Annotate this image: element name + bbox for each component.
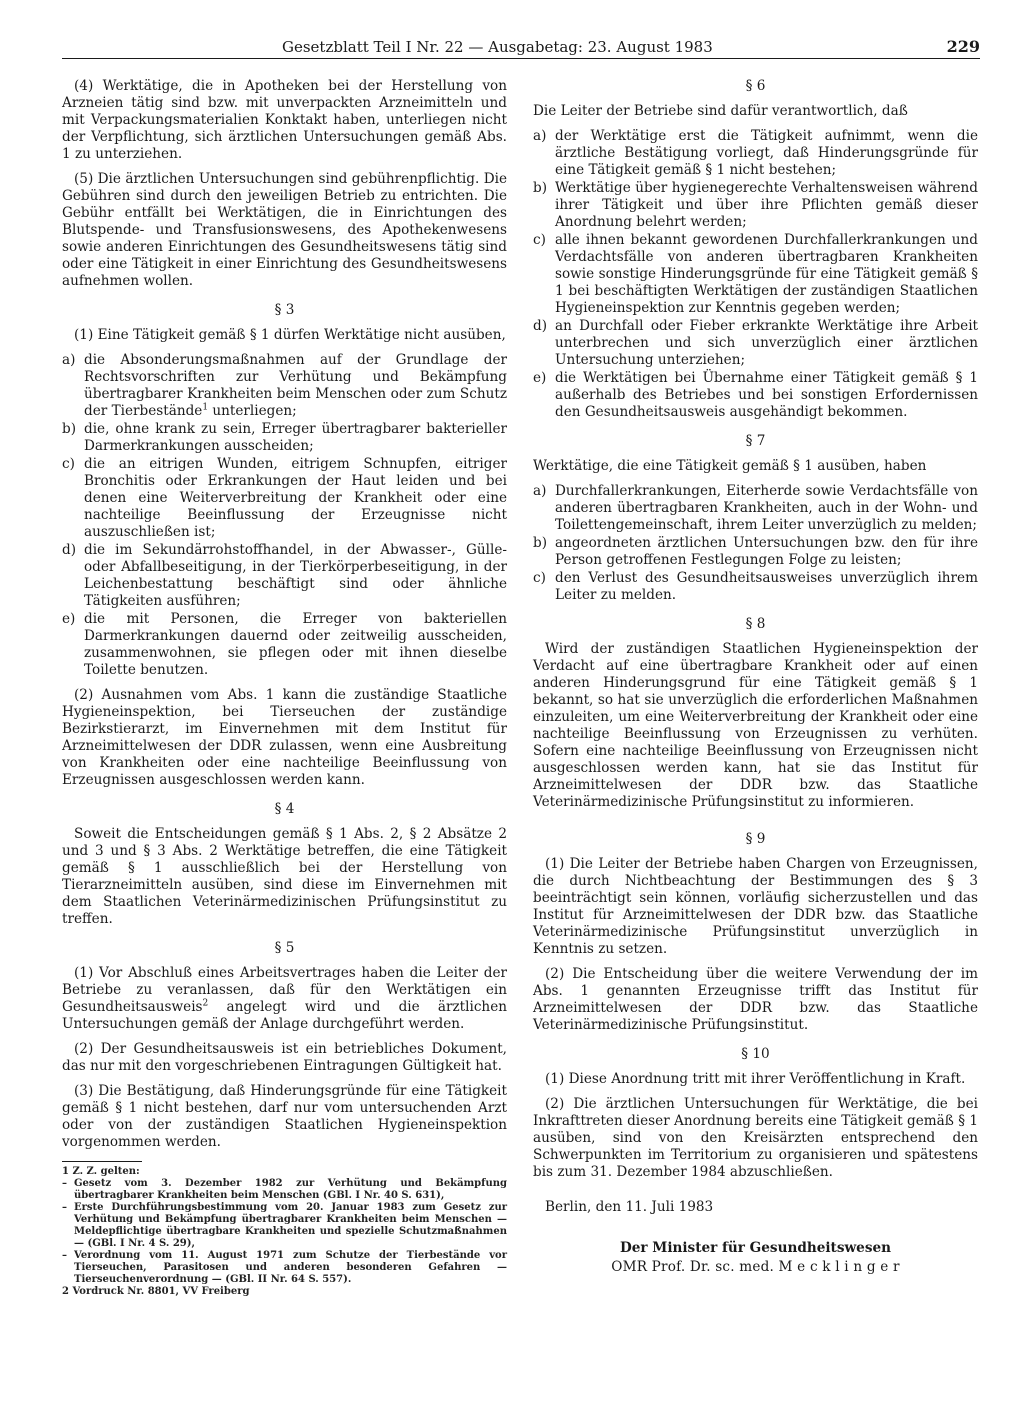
list-text: der Werktätige erst die Tätigkeit aufnimmt, wenn die ärztliche Bestätigung vorliegt, daß Hinderungsgründe für eine Tätigkeit gemäß § 1 nicht bestehen; [555, 128, 978, 178]
list-item [533, 180, 978, 231]
list-item [62, 352, 507, 420]
list-marker: a) [533, 483, 547, 499]
list-marker: a) [533, 128, 547, 144]
section-4-text: Soweit die Entscheidungen gemäß § 1 Abs. 2, § 2 Absätze 2 und 3 und § 3 Abs. 2 Werktätige betreffen, die eine Tätigkeit gemäß § 1 ausschließlich bei der Herstellung von Tierarzneimitteln ausüben, sind diese im Einvernehmen mit dem Staatlichen Veterinärmedizinischen Prüfungsinstitut zu treffen. [62, 826, 507, 927]
section-5-heading: § 5 [274, 940, 295, 956]
section-5-paragraph-2: (2) Der Gesundheitsausweis ist ein betriebliches Dokument, das nur mit den vorgeschriebenen Eintragungen Gültigkeit hat. [62, 1041, 507, 1074]
section-10-heading: § 10 [741, 1046, 770, 1062]
list-item [533, 370, 978, 421]
list-item [533, 483, 978, 534]
section-3-heading: § 3 [274, 302, 295, 318]
footnotes [62, 1166, 507, 1298]
section-7-list [533, 483, 978, 604]
list-text: die mit Personen, die Erreger von bakteriellen Darmerkrankungen dauernd oder zeitweilig ausscheiden, zusammenwohnen, sie pflegen oder mit ihnen dieselbe Toilette benutzen. [84, 611, 507, 678]
section-7-intro: Werktätige, die eine Tätigkeit gemäß § 1 ausüben, haben [533, 458, 927, 474]
list-marker: c) [62, 456, 75, 472]
list-text: die Werktätigen bei Übernahme einer Tätigkeit gemäß § 1 außerhalb des Betriebes und bei sonstigen Erfordernissen den Gesundheitsausweis ausgehändigt bekommen. [555, 370, 978, 420]
section-6-intro: Die Leiter der Betriebe sind dafür verantwortlich, daß [533, 103, 908, 119]
list-text: angeordneten ärztlichen Untersuchungen bzw. den für ihre Person getroffenen Festlegungen Folge zu leisten; [555, 535, 978, 568]
place-and-date: Berlin, den 11. Juli 1983 [545, 1199, 714, 1215]
list-item [533, 570, 978, 604]
footnote-item: – Gesetz vom 3. Dezember 1982 zur Verhütung und Bekämpfung übertragbarer Krankheiten beim Menschen (GBl. I Nr. 40 S. 631), [62, 1178, 507, 1201]
list-text: alle ihnen bekannt gewordenen Durchfallerkrankungen und Verdachtsfälle von anderen übertragbaren Krankheiten sowie sonstige Hinderungsgründe für eine Tätigkeit gemäß § 1 bei beschäftigten Werktätigen der zuständigen Staatlichen Hygieneinspektion zur Kenntnis gegeben werden; [555, 232, 978, 316]
list-text: an Durchfall oder Fieber erkrankte Werktätige ihre Arbeit unterbrechen und sich unverzüglich einer ärztlichen Untersuchung unterziehen; [555, 318, 978, 368]
list-marker: b) [533, 180, 548, 196]
footnote-item: – Erste Durchführungsbestimmung vom 20. Januar 1983 zum Gesetz zur Verhütung und Bekämpfung übertragbarer Krankheiten beim Menschen — Meldepflichtige übertragbare Krankheiten und spezielle Schutzmaßnahmen — (GBl. I Nr. 4 S. 29), [62, 1202, 507, 1249]
list-marker: e) [533, 370, 547, 386]
section-3-paragraph-2: (2) Ausnahmen vom Abs. 1 kann die zuständige Staatliche Hygieneinspektion, bei Tierseuchen der zuständige Bezirkstierarzt, im Einvernehmen mit dem Institut für Arzneimittelwesen der DDR zulassen, wenn eine Ausbreitung von Krankheiten oder eine nachteilige Beeinflussung von Erzeugnissen ausgeschlossen werden kann. [62, 687, 507, 788]
footnote-item-text: Verordnung vom 11. August 1971 zum Schutze der Tierbestände vor Tierseuchen, Parasitosen und anderen besonderen Gefahren — Tierseuchenverordnung — (GBl. II Nr. 64 S. 557). [74, 1250, 507, 1285]
list-text: die an eitrigen Wunden, eitrigem Schnupfen, eitriger Bronchitis oder Erkrankungen der Haut leiden und bei denen eine Weiterverbreitung der Krankheit oder eine nachteilige Beeinflussung der Erzeugnisse nicht auszuschließen ist; [84, 456, 507, 540]
list-text: die Absonderungsmaßnahmen auf der Grundlage der Rechtsvorschriften zur Verhütung und Bekämpfung übertragbarer Krankheiten beim Menschen oder zum Schutz der Tierbestände [84, 352, 507, 419]
signer-name: OMR Prof. Dr. sc. med. M e c k l i n g e r [611, 1259, 900, 1275]
list-text: die, ohne krank zu sein, Erreger übertragbarer bakterieller Darmerkrankungen ausscheiden; [84, 421, 507, 454]
section-8-heading: § 8 [745, 616, 766, 632]
section-10-paragraph-1: (1) Diese Anordnung tritt mit ihrer Veröffentlichung in Kraft. [545, 1071, 966, 1087]
section-5-paragraph-3: (3) Die Bestätigung, daß Hinderungsgründe für eine Tätigkeit gemäß § 1 nicht bestehen, darf nur vom untersuchenden Arzt oder von der zuständigen Staatlichen Hygieneinspektion vorgenommen werden. [62, 1083, 507, 1150]
header-rule [62, 58, 980, 59]
list-item [62, 611, 507, 679]
section-3-intro: (1) Eine Tätigkeit gemäß § 1 dürfen Werktätige nicht ausüben, [74, 327, 506, 343]
section-4-heading: § 4 [274, 801, 295, 817]
list-marker: b) [533, 535, 548, 551]
section-10-paragraph-2: (2) Die ärztlichen Untersuchungen für Werktätige, die bei Inkrafttreten dieser Anordnung bereits eine Tätigkeit gemäß § 1 ausüben, sind von den Kreisärzten entsprechend den Schwerpunkten im Territorium zu organisieren und spätestens bis zum 31. Dezember 1984 abzuschließen. [533, 1096, 978, 1180]
section-5-paragraph-1 [62, 965, 507, 1033]
list-text: die im Sekundärrohstoffhandel, in der Abwasser-, Gülle- oder Abfallbeseitigung, in der Tierkörperbeseitigung, in der Leichenbestattung beschäftigt sind oder ähnliche Tätigkeiten ausführen; [84, 542, 507, 609]
list-item [533, 128, 978, 179]
list-marker: c) [533, 232, 546, 248]
list-marker: e) [62, 611, 76, 627]
section-6-list [533, 128, 978, 421]
right-column [533, 78, 978, 1276]
list-marker: a) [62, 352, 76, 368]
footnote-ref: 1 [202, 402, 209, 413]
section-5-p1-text: (1) Vor Abschluß eines Arbeitsvertrages haben die Leiter der Betriebe zu veranlassen, daß für den Werktätigen ein Gesundheitsausweis [62, 965, 507, 1015]
footnote-item-text: Gesetz vom 3. Dezember 1982 zur Verhütung und Bekämpfung übertragbarer Krankheiten beim Menschen (GBl. I Nr. 40 S. 631), [74, 1178, 507, 1201]
paragraph-2-5: (5) Die ärztlichen Untersuchungen sind gebührenpflichtig. Die Gebühren sind durch den jeweiligen Betrieb zu entrichten. Die Gebühr entfällt bei Werktätigen, die in Einrichtungen des Blutspende- und Transfusionswesens, des Apothekenwesens sowie anderen Einrichtungen des Gesundheitswesens tätig sind oder eine Tätigkeit in einer Einrichtung des Gesundheitswesens aufnehmen wollen. [62, 171, 507, 289]
section-7-heading: § 7 [745, 433, 766, 449]
list-item [533, 232, 978, 317]
page-number: 229 [946, 37, 980, 56]
section-5-p1-tail: angelegt wird und die ärztlichen Untersuchungen gemäß der Anlage durchgeführt werden. [62, 999, 507, 1032]
list-item [62, 542, 507, 610]
list-marker: c) [533, 570, 546, 586]
section-8-text: Wird der zuständigen Staatlichen Hygieneinspektion der Verdacht auf eine übertragbare Krankheit oder auf einen anderen Hinderungsgrund für eine Tätigkeit gemäß § 1 bekannt, so hat sie unverzüglich die erforderlichen Maßnahmen einzuleiten, um eine Weiterverbreitung der Krankheit oder eine nachteilige Beeinflussung von Erzeugnissen zu verhüten. Sofern eine nachteilige Beeinflussung von Erzeugnissen nicht ausgeschlossen werden kann, hat sie das Institut für Arzneimittelwesen der DDR bzw. das Staatliche Veterinärmedizinische Prüfungsinstitut zu informieren. [533, 641, 978, 810]
list-text: Werktätige über hygienegerechte Verhaltensweisen während ihrer Tätigkeit und über ihre Pflichten gemäß dieser Anordnung belehrt werden; [555, 180, 978, 230]
footnote-item: – Verordnung vom 11. August 1971 zum Schutze der Tierbestände vor Tierseuchen, Parasitosen und anderen besonderen Gefahren — Tierseuchenverordnung — (GBl. II Nr. 64 S. 557). [62, 1250, 507, 1285]
footnote-ref: 2 [202, 998, 209, 1009]
section-9-paragraph-1: (1) Die Leiter der Betriebe haben Chargen von Erzeugnissen, die durch Nichtbeachtung der Bestimmungen des § 3 beeinträchtigt sein können, vorläufig sicherzustellen und das Institut für Arzneimittelwesen der DDR bzw. das Staatliche Veterinärmedizinische Prüfungsinstitut unverzüglich in Kenntnis zu setzen. [533, 856, 978, 957]
section-6-heading: § 6 [745, 78, 766, 94]
section-9-paragraph-2: (2) Die Entscheidung über die weitere Verwendung der im Abs. 1 genannten Erzeugnisse trifft das Institut für Arzneimittelwesen der DDR bzw. das Staatliche Veterinärmedizinische Prüfungsinstitut. [533, 966, 978, 1033]
section-3-list [62, 352, 507, 679]
list-marker: b) [62, 421, 77, 437]
footnote-1-head: 1 Z. Z. gelten: [62, 1166, 140, 1177]
list-text: den Verlust des Gesundheitsausweises unverzüglich ihrem Leiter zu melden. [555, 570, 978, 603]
list-marker: d) [62, 542, 77, 558]
list-item [533, 535, 978, 569]
list-item [62, 421, 507, 455]
gazette-title: Gesetzblatt Teil I Nr. 22 — Ausgabetag: 23. August 1983 [282, 38, 713, 56]
footnote-item-text: Erste Durchführungsbestimmung vom 20. Januar 1983 zum Gesetz zur Verhütung und Bekämpfung übertragbarer Krankheiten beim Menschen — Meldepflichtige übertragbare Krankheiten und spezielle Schutzmaßnahmen — (GBl. I Nr. 4 S. 29), [74, 1202, 507, 1249]
list-item [533, 318, 978, 369]
list-text-tail: unterliegen; [208, 403, 297, 419]
footnote-rule [62, 1161, 142, 1162]
left-column [62, 78, 507, 1298]
list-marker: d) [533, 318, 548, 334]
footnote-2: 2 Vordruck Nr. 8801, VV Freiberg [62, 1286, 250, 1297]
section-9-heading: § 9 [745, 831, 766, 847]
paragraph-2-4: (4) Werktätige, die in Apotheken bei der Herstellung von Arzneien tätig sind bzw. mit unverpackten Arzneimitteln und mit Verpackungsmaterialien Konktakt haben, unterliegen nicht der Verpflichtung, sich ärztlichen Untersuchungen gemäß Abs. 1 zu unterziehen. [62, 78, 507, 162]
signer-title: Der Minister für Gesundheitswesen [619, 1240, 892, 1256]
list-item [62, 456, 507, 541]
list-text: Durchfallerkrankungen, Eiterherde sowie Verdachtsfälle von anderen übertragbaren Krankheiten, auch in der Wohn- und Toilettengemeinschaft, ihrem Leiter unverzüglich zu melden; [555, 483, 978, 533]
